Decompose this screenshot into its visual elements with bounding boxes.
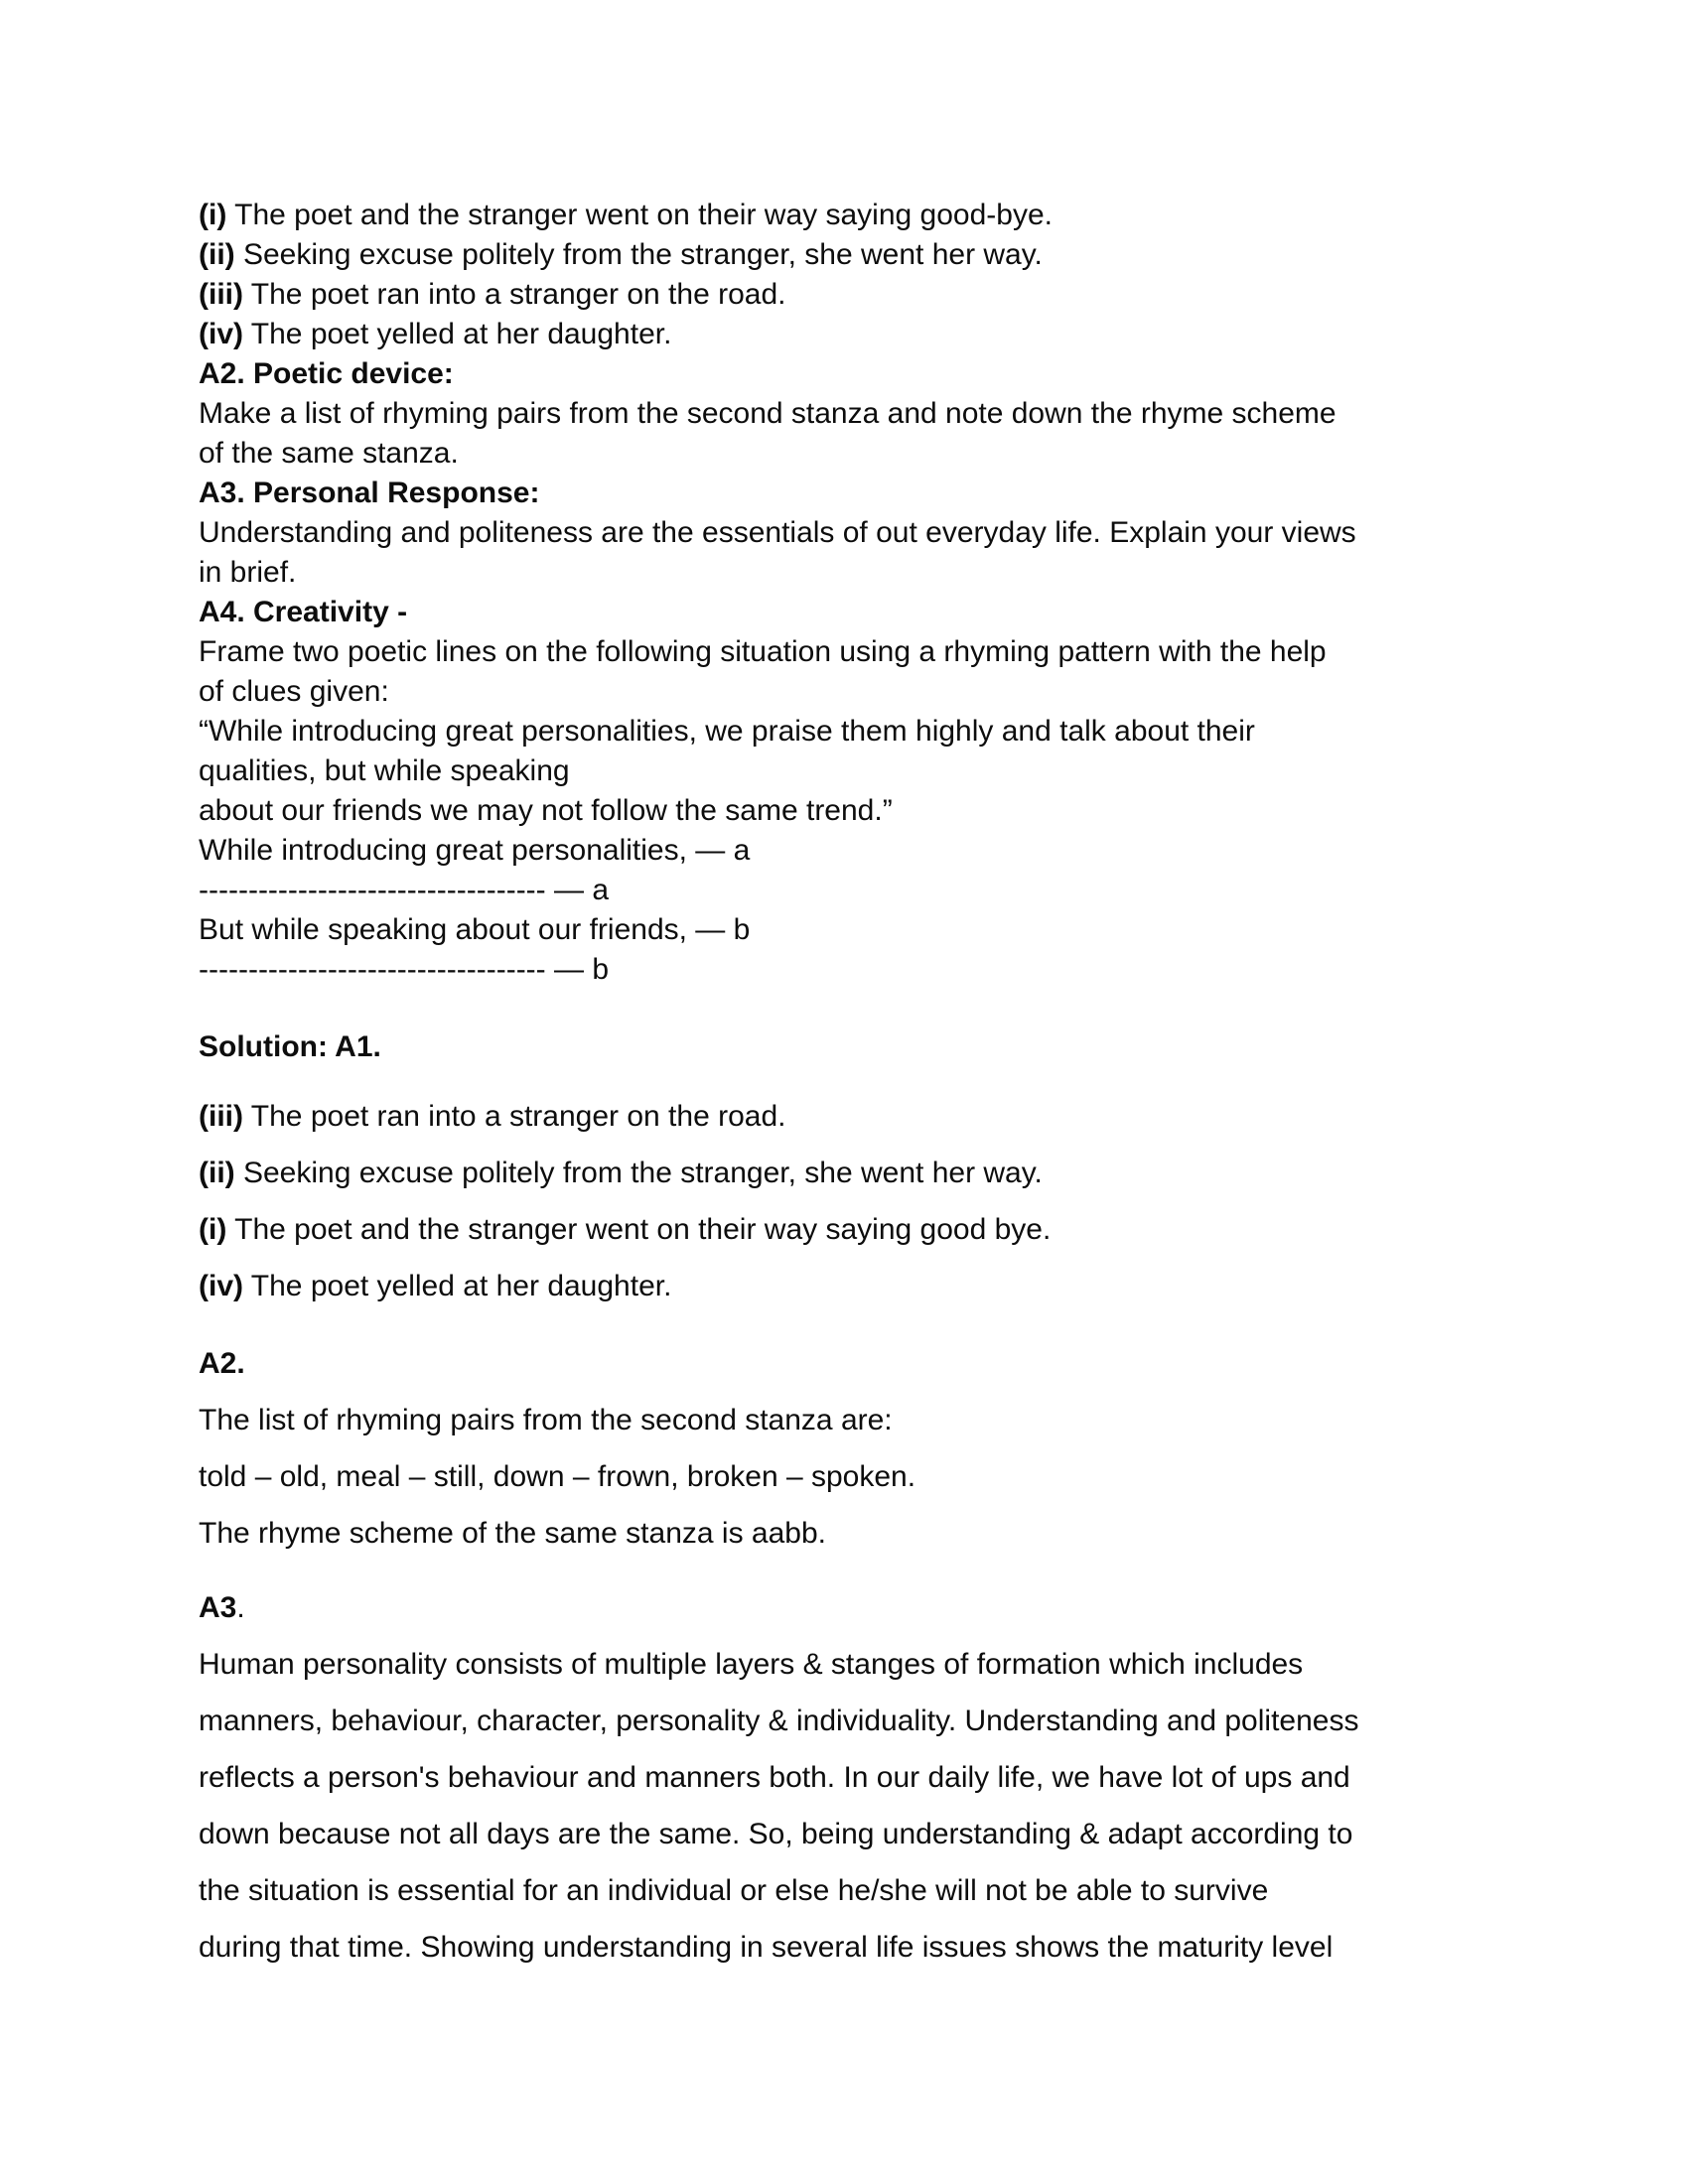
solution-heading-text: Solution: A1. — [199, 1030, 381, 1063]
solution-a3-line: the situation is essential for an individual or else he/she will not be able to survive — [199, 1874, 1269, 1907]
question-line — [199, 474, 1509, 513]
question-line — [199, 354, 1509, 394]
solution-a3-line: reflects a person's behaviour and manners both. In our daily life, we have lot of ups and — [199, 1761, 1350, 1794]
question-line-text: qualities, but while speaking — [199, 754, 570, 787]
question-line — [199, 751, 1509, 791]
question-line-text: Understanding and politeness are the essentials of out everyday life. Explain your views — [199, 516, 1356, 549]
solution-a3-line: down because not all days are the same. So, being understanding & adapt according to — [199, 1818, 1353, 1850]
question-line-bold-text: A3. Personal Response: — [199, 477, 540, 509]
question-line — [199, 791, 1509, 831]
question-line-text: While introducing great personalities, — a — [199, 834, 751, 867]
solution-answer-line-text: The poet yelled at her daughter. — [243, 1270, 672, 1302]
question-line-text: The poet and the stranger went on their way saying good-bye. — [226, 199, 1053, 231]
question-line-text: Make a list of rhyming pairs from the second stanza and note down the rhyme scheme — [199, 397, 1336, 430]
solution-a2-line: The list of rhyming pairs from the second stanza are: — [199, 1404, 893, 1436]
page-content — [199, 196, 1509, 1976]
question-line — [199, 394, 1509, 434]
question-line-text: in brief. — [199, 556, 297, 589]
question-line-text: But while speaking about our friends, — b — [199, 913, 751, 946]
question-line — [199, 831, 1509, 871]
question-line — [199, 593, 1509, 632]
question-line — [199, 196, 1509, 235]
question-line-text: Frame two poetic lines on the following situation using a rhyming pattern with the help — [199, 635, 1327, 668]
solution-a3-line: during that time. Showing understanding in several life issues shows the maturity level — [199, 1931, 1334, 1964]
solution-answer-line-bold-text: (iii) — [199, 1100, 243, 1133]
question-line — [199, 672, 1509, 712]
question-line — [199, 712, 1509, 751]
solution-a3-line: Human personality consists of multiple layers & stanges of formation which includes — [199, 1648, 1304, 1681]
solution-answer-line-text: Seeking excuse politely from the stranger, she went her way. — [234, 1157, 1043, 1189]
question-line-text: The poet ran into a stranger on the road. — [243, 278, 786, 311]
solution-a2-lines — [199, 1392, 1509, 1562]
solution-a3-paragraph — [199, 1636, 1509, 1976]
solution-a3-label — [199, 1579, 1509, 1636]
solution-a2-line: The rhyme scheme of the same stanza is aabb. — [199, 1517, 826, 1550]
question-line-text: The poet yelled at her daughter. — [243, 318, 672, 350]
question-line — [199, 513, 1509, 553]
question-line-bold-text: (i) — [199, 199, 227, 231]
question-line-bold-text: A2. Poetic device: — [199, 357, 454, 390]
solution-a3-label-suffix: . — [236, 1591, 245, 1624]
solution-a3 — [199, 1579, 1509, 1976]
solution-a2-label — [199, 1335, 1509, 1392]
solution-a1-answers — [199, 1088, 1509, 1314]
question-line-text: Seeking excuse politely from the stranger, she went her way. — [234, 238, 1043, 271]
solution-answer-line-text: The poet ran into a stranger on the road. — [243, 1100, 786, 1133]
solution-a2-label-text: A2. — [199, 1347, 245, 1380]
solution-a3-label-text: A3 — [199, 1591, 237, 1624]
question-line — [199, 275, 1509, 315]
question-line — [199, 315, 1509, 354]
question-line-text: about our friends we may not follow the same trend.” — [199, 794, 893, 827]
question-line — [199, 632, 1509, 672]
solution-answer-line-bold-text: (ii) — [199, 1157, 235, 1189]
question-section — [199, 196, 1509, 990]
question-line-text: ----------------------------------- — a — [199, 874, 610, 906]
solution-answer-line — [199, 1201, 1509, 1258]
question-line-text: of the same stanza. — [199, 437, 459, 470]
solution-answer-line-text: The poet and the stranger went on their way saying good bye. — [226, 1213, 1052, 1246]
question-line — [199, 434, 1509, 474]
solution-answer-line — [199, 1088, 1509, 1145]
question-line — [199, 950, 1509, 990]
question-line — [199, 235, 1509, 275]
question-line-text: of clues given: — [199, 675, 389, 708]
question-line-bold-text: A4. Creativity - — [199, 596, 408, 628]
question-line — [199, 910, 1509, 950]
question-line-text: ----------------------------------- — b — [199, 953, 610, 986]
solution-a3-line: manners, behaviour, character, personality & individuality. Understanding and politeness — [199, 1705, 1359, 1737]
question-line-bold-text: (iv) — [199, 318, 243, 350]
solution-answer-line — [199, 1258, 1509, 1314]
question-line — [199, 553, 1509, 593]
solution-a2-line: told – old, meal – still, down – frown, broken – spoken. — [199, 1460, 916, 1493]
solution-heading — [199, 1019, 1509, 1075]
solution-answer-line-bold-text: (iv) — [199, 1270, 243, 1302]
solution-answer-line-bold-text: (i) — [199, 1213, 227, 1246]
question-line-bold-text: (iii) — [199, 278, 243, 311]
solution-answer-line — [199, 1145, 1509, 1201]
solution-a2 — [199, 1335, 1509, 1562]
question-line — [199, 871, 1509, 910]
question-line-bold-text: (ii) — [199, 238, 235, 271]
question-line-text: “While introducing great personalities, we praise them highly and talk about their — [199, 715, 1255, 748]
